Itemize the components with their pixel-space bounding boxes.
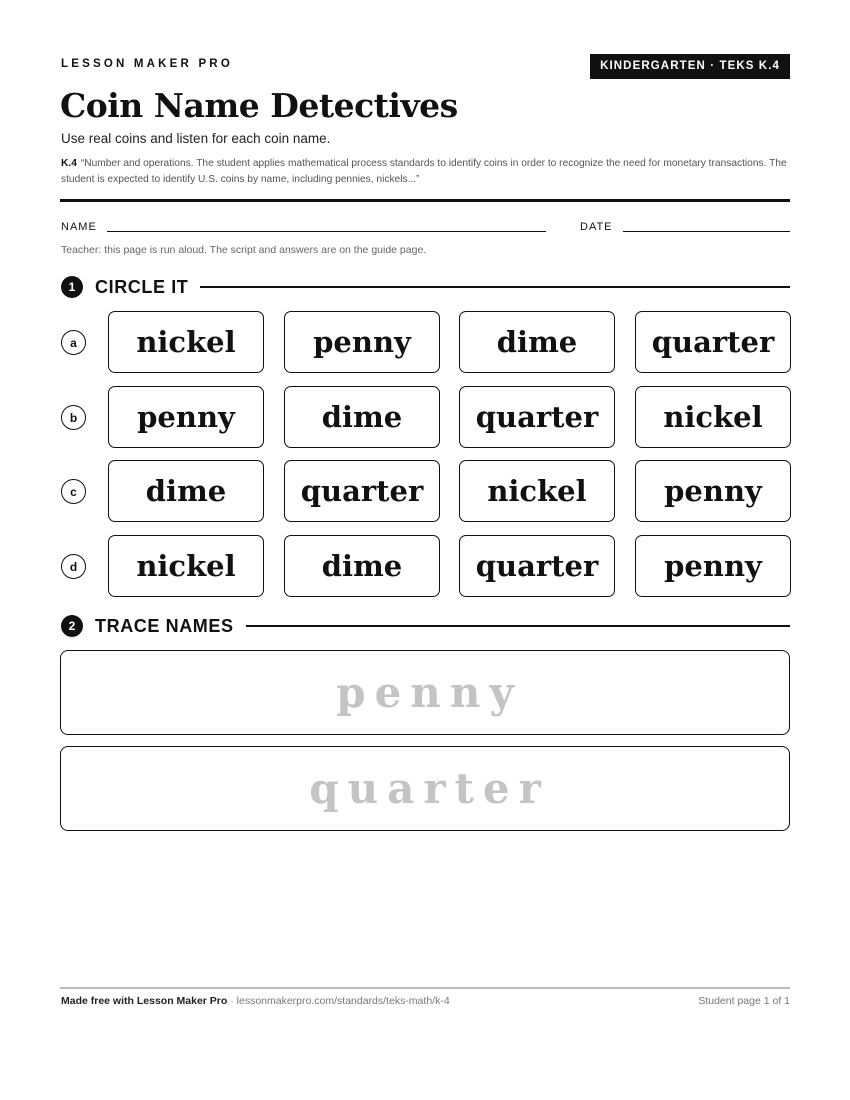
section-number: 2 (61, 615, 83, 637)
footer-url[interactable]: lessonmakerpro.com/standards/teks-math/k-4 (236, 995, 450, 1007)
row-letter: a (61, 330, 86, 355)
coin-word-card[interactable]: nickel (635, 386, 791, 448)
coin-word-card[interactable]: dime (284, 535, 440, 597)
coin-word-card[interactable]: nickel (108, 311, 264, 373)
section-trace-names-header (61, 614, 790, 638)
trace-word: quarter (309, 764, 550, 813)
section-title: TRACE NAMES (95, 615, 234, 636)
row-letter: d (61, 554, 86, 579)
date-label: DATE (580, 221, 613, 233)
coin-word-card[interactable]: dime (284, 386, 440, 448)
coin-word-card[interactable]: dime (459, 311, 615, 373)
section-circle-it-header (61, 275, 790, 299)
page-subtitle: Use real coins and listen for each coin name. (61, 131, 331, 146)
coin-word-card[interactable]: penny (108, 386, 264, 448)
section-number: 1 (61, 276, 83, 298)
footer-divider (60, 987, 790, 989)
standard-code: K.4 (61, 158, 77, 169)
footer-made-with: Made free with Lesson Maker Pro (61, 995, 228, 1007)
circle-it-row (61, 311, 790, 373)
section-rule (246, 625, 790, 627)
name-label: NAME (61, 221, 97, 233)
circle-it-row (61, 460, 790, 522)
coin-word-card[interactable]: penny (284, 311, 440, 373)
page-title: Coin Name Detectives (60, 86, 458, 125)
circle-it-row (61, 535, 790, 597)
row-letter: b (61, 405, 86, 430)
coin-word-card[interactable]: penny (635, 535, 791, 597)
standard-text: “Number and operations. The student applies mathematical process standards to identify coins in order to recognize the need for monetary transactions. The student is expected to identify U.S. coins by name, including pennies, nickels...” (61, 158, 787, 185)
brand-name: LESSON MAKER PRO (61, 58, 233, 70)
teacher-note: Teacher: this page is run aloud. The script and answers are on the guide page. (61, 244, 427, 256)
coin-word-card[interactable]: nickel (108, 535, 264, 597)
grade-badge: KINDERGARTEN · TEKS K.4 (590, 54, 790, 79)
standard-description (61, 156, 796, 188)
coin-word-card[interactable]: quarter (635, 311, 791, 373)
coin-word-card[interactable]: nickel (459, 460, 615, 522)
coin-word-card[interactable]: penny (635, 460, 791, 522)
footer-separator: · (227, 995, 237, 1007)
header-divider (60, 199, 790, 202)
coin-word-card[interactable]: dime (108, 460, 264, 522)
coin-word-card[interactable]: quarter (459, 535, 615, 597)
coin-word-card[interactable]: quarter (459, 386, 615, 448)
trace-box[interactable] (60, 746, 790, 831)
row-letter: c (61, 479, 86, 504)
coin-word-card[interactable]: quarter (284, 460, 440, 522)
name-line[interactable] (107, 231, 546, 232)
footer-credit (61, 995, 450, 1007)
circle-it-row (61, 386, 790, 448)
trace-word: penny (336, 668, 523, 717)
trace-box[interactable] (60, 650, 790, 735)
footer-page-label: Student page 1 of 1 (698, 995, 790, 1007)
section-title: CIRCLE IT (95, 276, 189, 297)
date-line[interactable] (623, 231, 790, 232)
section-rule (200, 286, 790, 288)
